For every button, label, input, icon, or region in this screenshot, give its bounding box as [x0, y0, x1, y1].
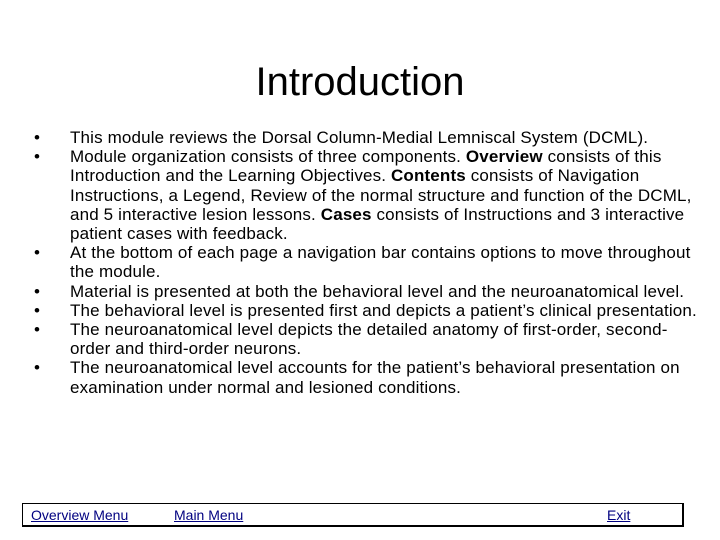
bullet-bold-term: Contents — [391, 166, 466, 186]
bullet-marker: • — [33, 128, 41, 147]
overview-menu-link[interactable]: Overview Menu — [31, 507, 129, 523]
bullet-text: consists of Navigation Instructions, a Legend, Review of the normal structure and function of the DCML, and 5 interactive lesion lessons. — [70, 166, 692, 224]
bullet-text: Module organization consists of three components. — [70, 147, 466, 167]
bullet-marker: • — [33, 300, 41, 320]
exit-link[interactable]: Exit — [607, 507, 631, 523]
bullet-text: Material is presented at both the behavioral level and the neuroanatomical level. — [70, 281, 685, 301]
bullet-item — [30, 282, 700, 301]
bullet-item — [30, 320, 700, 358]
bullet-bold-term: Cases — [320, 204, 372, 224]
bullet-text: The neuroanatomical level accounts for the patient’s behavioral presentation on examination under normal and lesioned conditions. — [70, 358, 680, 397]
bullet-marker: • — [33, 281, 41, 301]
bullet-text: This module reviews the Dorsal Column-Medial Lemniscal System (DCML). — [70, 128, 649, 147]
bullet-marker: • — [33, 243, 41, 263]
bullet-text: The neuroanatomical level depicts the detailed anatomy of first-order, second-order and third-order neurons. — [70, 320, 668, 359]
bullet-item — [30, 358, 700, 396]
page-title: Introduction — [255, 60, 465, 104]
main-menu-link[interactable]: Main Menu — [174, 507, 244, 523]
bullet-text: At the bottom of each page a navigation bar contains options to move throughout the module. — [70, 243, 691, 282]
bullet-marker: • — [33, 358, 41, 378]
bullet-item — [30, 128, 700, 147]
bullet-item — [30, 147, 700, 243]
bullet-bold-term: Overview — [465, 147, 543, 167]
bullet-item — [30, 301, 700, 320]
bullet-text: consists of this Introduction and the Learning Objectives. — [70, 147, 662, 186]
bullet-text: consists of Instructions and 3 interactive patient cases with feedback. — [70, 204, 685, 244]
bullet-item — [30, 243, 700, 281]
bullet-marker: • — [33, 320, 41, 340]
bullet-text: The behavioral level is presented first and depicts a patient’s clinical presentation. — [70, 300, 697, 320]
bullet-list — [30, 128, 700, 397]
bullet-marker: • — [33, 147, 41, 167]
navigation-bar — [22, 503, 684, 527]
